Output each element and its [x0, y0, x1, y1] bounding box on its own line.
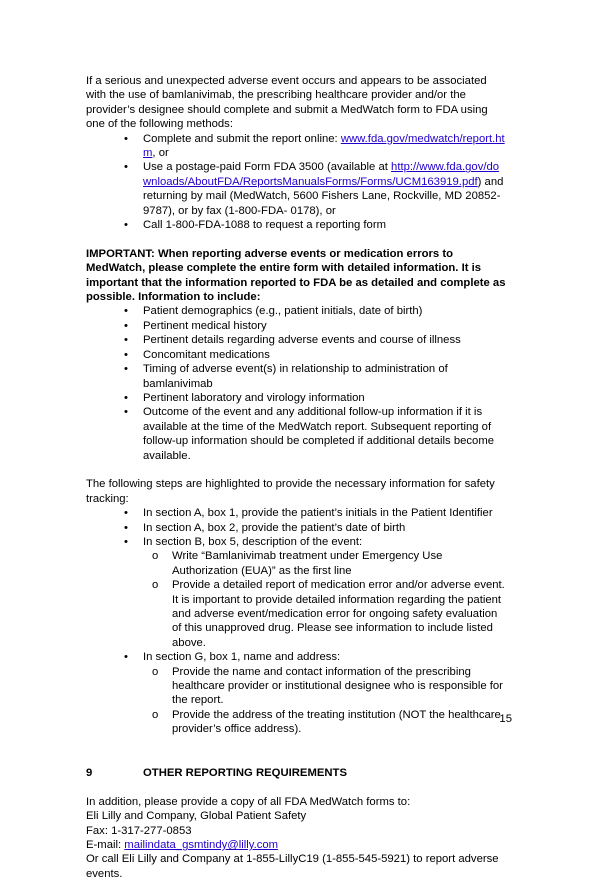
- list-item: [86, 319, 507, 333]
- bullet-text: Pertinent laboratory and virology information: [143, 391, 365, 404]
- bullet-circle-icon: o: [152, 550, 159, 563]
- bullet-text-suffix: ) and returning by mail (MedWatch, 5600 Fishers Lane, Rockville, MD 20852-9787), or by fax (1-800-FDA- 0178), or: [143, 175, 504, 217]
- bullet-text: Timing of adverse event(s) in relationship to administration of bamlanivimab: [143, 363, 448, 390]
- sub-bullet-text: Provide the name and contact information of the prescribing healthcare provider or institutional designee who is responsible for the report.: [172, 665, 503, 707]
- list-item: [86, 132, 507, 161]
- sub-bullet-text: Write “Bamlanivimab treatment under Emergency Use Authorization (EUA)” as the first line: [172, 550, 443, 577]
- bullet-dot-icon: •: [124, 334, 128, 347]
- spacer: [86, 737, 507, 752]
- list-item: [86, 535, 507, 650]
- bullet-text: Concomitant medications: [143, 348, 270, 361]
- bullet-text-prefix: Use a postage-paid Form FDA 3500 (available at: [143, 161, 392, 174]
- bullet-dot-icon: •: [124, 348, 128, 361]
- bullet-text-prefix: Call 1-800-FDA-1088 to request a reporting form: [143, 219, 386, 232]
- sub-list-item: [143, 665, 507, 708]
- medwatch-report-link[interactable]: www.fda.gov/medwatch/report.htm: [143, 132, 505, 160]
- sub-list-item: [143, 708, 507, 737]
- sub-bullet-list: [143, 549, 507, 650]
- page-number: 15: [499, 713, 512, 725]
- bullet-dot-icon: •: [124, 406, 128, 419]
- bullet-text: In section A, box 2, provide the patient’s date of birth: [143, 521, 406, 534]
- list-item: [86, 348, 507, 362]
- list-item: [86, 521, 507, 535]
- important-bullet-list: [86, 304, 507, 462]
- bullet-text: In section G, box 1, name and address:: [143, 651, 341, 664]
- bullet-dot-icon: •: [124, 535, 128, 548]
- list-item: [86, 391, 507, 405]
- bullet-dot-icon: •: [124, 363, 128, 376]
- steps-bullet-list: [86, 506, 507, 737]
- spacer: [86, 232, 507, 246]
- spacer: [86, 780, 507, 794]
- section-9-line-1: In addition, please provide a copy of all FDA MedWatch forms to:: [86, 795, 411, 808]
- bullet-dot-icon: •: [124, 391, 128, 404]
- list-item: [86, 304, 507, 318]
- bullet-text: Patient demographics (e.g., patient initials, date of birth): [143, 305, 423, 318]
- section-9-closing: Or call Eli Lilly and Company at 1-855-LillyC19 (1-855-545-5921) to report adverse events.: [86, 853, 499, 880]
- list-item: [86, 506, 507, 520]
- bullet-circle-icon: o: [152, 579, 159, 592]
- list-item: [86, 405, 507, 463]
- spacer: [86, 752, 507, 766]
- bullet-text-suffix: , or: [152, 147, 169, 160]
- bullet-text: Pertinent details regarding adverse events and course of illness: [143, 334, 461, 347]
- important-paragraph: IMPORTANT: When reporting adverse events or medication errors to MedWatch, please complete the entire form with detailed information. It is important that the information reported to FDA be as detailed and complete as possible. Information to include:: [86, 247, 506, 304]
- section-9-line-3: Fax: 1-317-277-0853: [86, 824, 192, 837]
- bullet-dot-icon: •: [124, 161, 128, 174]
- steps-paragraph: The following steps are highlighted to provide the necessary information for safety tracking:: [86, 478, 495, 505]
- sub-bullet-list: [143, 665, 507, 737]
- bullet-text: In section A, box 1, provide the patient’s initials in the Patient Identifier: [143, 507, 493, 520]
- safety-email-link[interactable]: mailindata_gsmtindy@lilly.com: [124, 839, 279, 852]
- list-item: [86, 160, 507, 218]
- bullet-dot-icon: •: [124, 305, 128, 318]
- sub-bullet-text: Provide the address of the treating institution (NOT the healthcare provider’s office address).: [172, 708, 501, 736]
- bullet-text: Outcome of the event and any additional follow-up information if it is available at the time of the MedWatch report. Subsequent reporting of follow-up information should be completed if additional details become available.: [143, 406, 495, 462]
- list-item: [86, 650, 507, 736]
- section-9-email-line: [86, 838, 507, 852]
- section-9-heading: [86, 766, 507, 780]
- section-number: 9: [86, 767, 93, 780]
- bullet-text: Pertinent medical history: [143, 319, 267, 332]
- sub-list-item: [143, 578, 507, 650]
- bullet-text: In section B, box 5, description of the event:: [143, 535, 363, 548]
- list-item: [86, 218, 507, 232]
- section-9-line-2: Eli Lilly and Company, Global Patient Safety: [86, 810, 307, 823]
- bullet-circle-icon: o: [152, 665, 159, 678]
- page-content: [86, 74, 507, 881]
- bullet-text-prefix: Complete and submit the report online:: [143, 132, 341, 145]
- bullet-dot-icon: •: [124, 521, 128, 534]
- bullet-dot-icon: •: [124, 319, 128, 332]
- bullet-dot-icon: •: [124, 507, 128, 520]
- section-title: OTHER REPORTING REQUIREMENTS: [143, 767, 347, 780]
- fda-form-3500-link[interactable]: http://www.fda.gov/downloads/AboutFDA/ReportsManualsForms/Forms/UCM163919.pdf: [143, 161, 500, 188]
- intro-bullet-list: [86, 132, 507, 233]
- intro-paragraph: If a serious and unexpected adverse event occurs and appears to be associated with the use of bamlanivimab, the prescribing healthcare provider and/or the provider’s designee should complete and submit a MedWatch form to FDA using one of the following methods:: [86, 75, 488, 131]
- bullet-dot-icon: •: [124, 219, 128, 232]
- spacer: [86, 463, 507, 477]
- bullet-dot-icon: •: [124, 651, 128, 664]
- bullet-dot-icon: •: [124, 132, 128, 145]
- list-item: [86, 362, 507, 391]
- sub-bullet-text: Provide a detailed report of medication error and/or adverse event. It is important to provide detailed information regarding the patient and adverse event/medication error for ongoing safety evaluation of this unapproved drug. Please see information to include listed above.: [172, 579, 505, 649]
- email-label: E-mail:: [86, 839, 125, 852]
- list-item: [86, 333, 507, 347]
- sub-list-item: [143, 549, 507, 578]
- bullet-circle-icon: o: [152, 708, 159, 721]
